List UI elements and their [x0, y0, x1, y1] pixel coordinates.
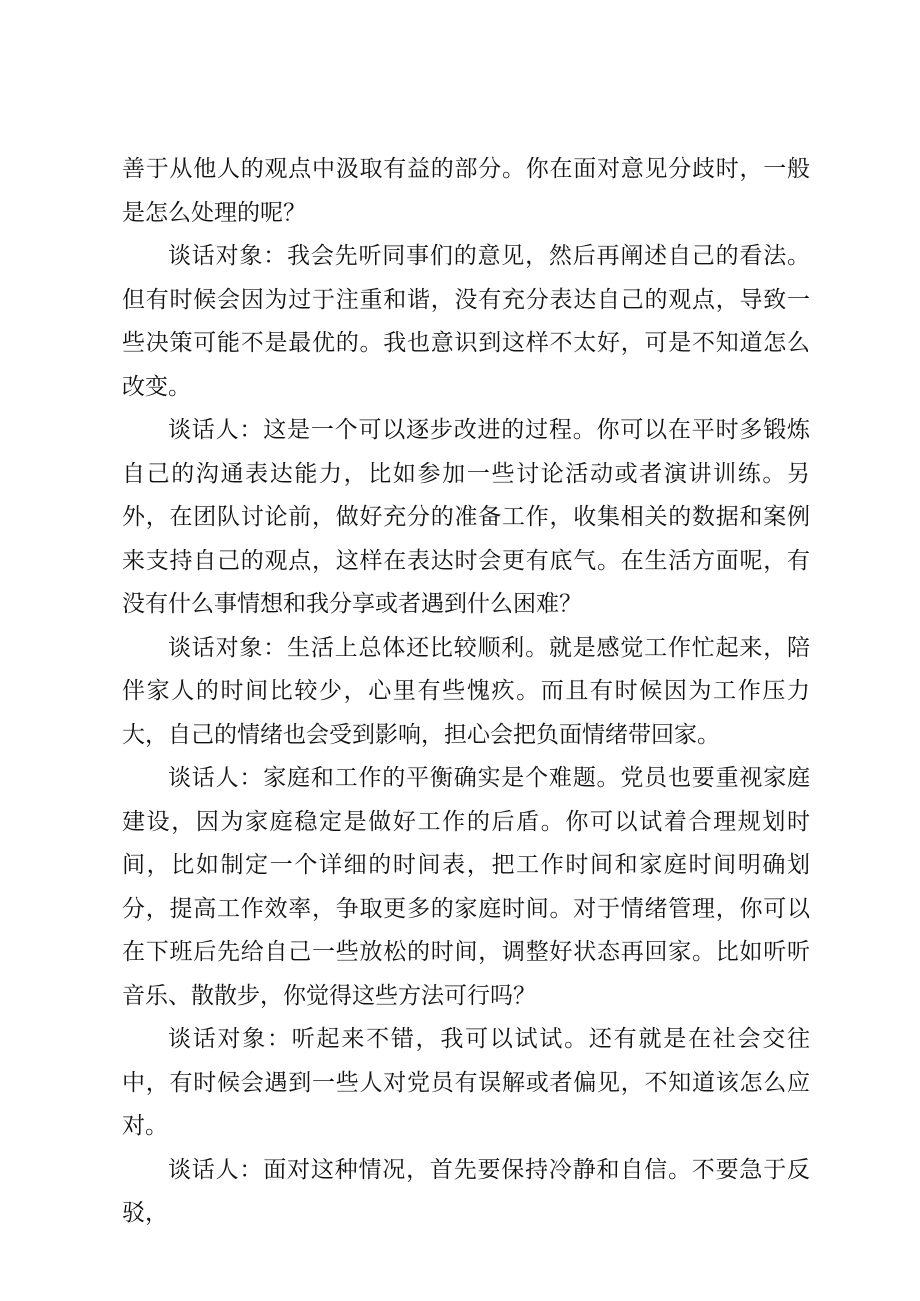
paragraph-subject-reply-3: 谈话对象：听起来不错，我可以试试。还有就是在社会交往中，有时候会遇到一些人对党员有误解或者偏见，不知道该怎么应对。 [122, 1026, 810, 1139]
document-body [122, 148, 810, 1236]
paragraph-interviewer-1: 谈话人：这是一个可以逐步改进的过程。你可以在平时多锻炼自己的沟通表达能力，比如参加一些讨论活动或者演讲训练。另外，在团队讨论前，做好充分的准备工作，收集相关的数据和案例来支持自己的观点，这样在表达时会更有底气。在生活方面呢，有没有什么事情想和我分享或者遇到什么困难？ [122, 417, 810, 617]
paragraph-subject-reply-2: 谈话对象：生活上总体还比较顺利。就是感觉工作忙起来，陪伴家人的时间比较少，心里有些愧疚。而且有时候因为工作压力大，自己的情绪也会受到影响，担心会把负面情绪带回家。 [122, 634, 810, 748]
paragraph-subject-reply-1: 谈话对象：我会先听同事们的意见，然后再阐述自己的看法。但有时候会因为过于注重和谐，没有充分表达自己的观点，导致一些决策可能不是最优的。我也意识到这样不太好，可是不知道怎么改变。 [122, 243, 810, 400]
paragraph-interviewer-3: 谈话人：面对这种情况，首先要保持冷静和自信。不要急于反驳， [122, 1156, 810, 1226]
paragraph-interviewer-2: 谈话人：家庭和工作的平衡确实是个难题。党员也要重视家庭建设，因为家庭稳定是做好工作的后盾。你可以试着合理规划时间，比如制定一个详细的时间表，把工作时间和家庭时间明确划分，提高工作效率，争取更多的家庭时间。对于情绪管理，你可以在下班后先给自己一些放松的时间，调整好状态再回家。比如听听音乐、散散步，你觉得这些方法可行吗？ [122, 765, 810, 1009]
paragraph-continuation: 善于从他人的观点中汲取有益的部分。你在面对意见分歧时，一般是怎么处理的呢？ [122, 156, 810, 226]
